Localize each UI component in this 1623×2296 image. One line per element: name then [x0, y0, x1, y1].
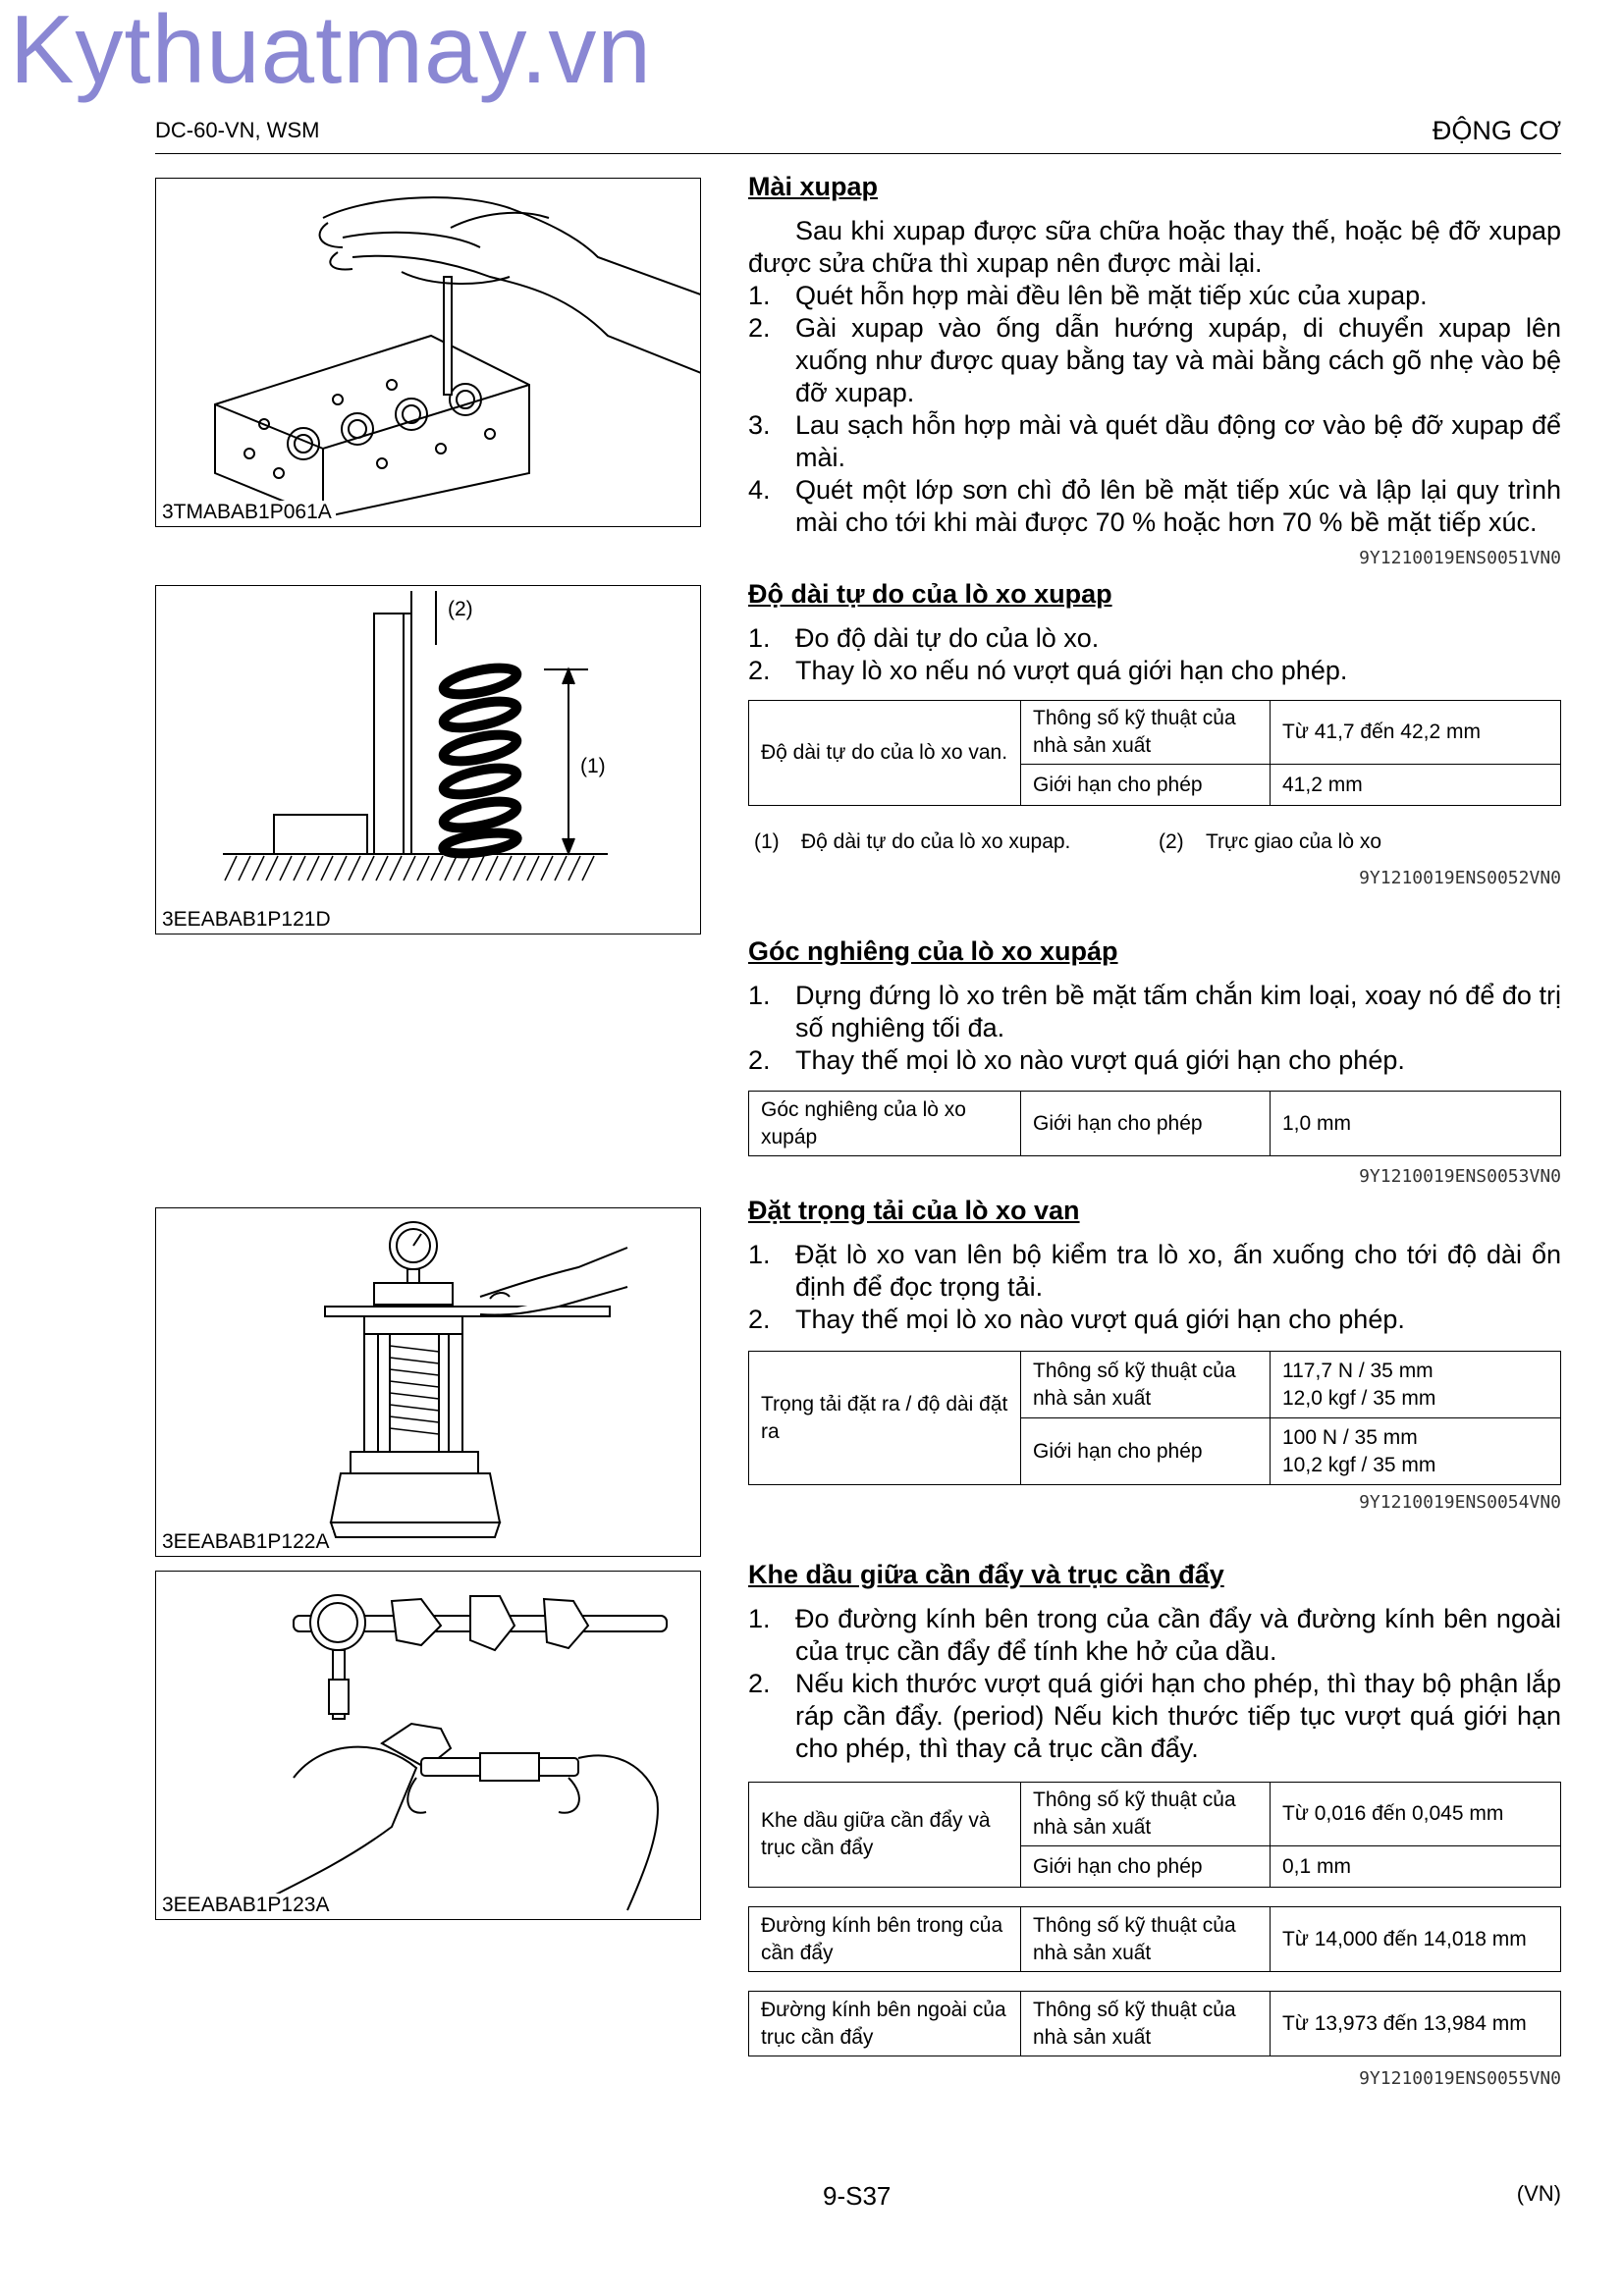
spec-item: Góc nghiêng của lò xo xupáp	[749, 1092, 1021, 1156]
steps-list-spring-squareness	[748, 980, 1561, 1077]
spec-table-squareness	[748, 1091, 1561, 1156]
spec-value-line: 12,0 kgf / 35 mm	[1282, 1386, 1436, 1410]
spec-table-free-length	[748, 700, 1561, 806]
steps-list-rocker-arm-clearance	[748, 1603, 1561, 1765]
limit-label: Giới hạn cho phép	[1021, 1846, 1271, 1888]
note-1-text: Độ dài tự do của lò xo xupap.	[801, 830, 1071, 853]
section-title-rocker-arm-clearance: Khe dầu giữa cần đẩy và trục cần đẩy	[748, 1560, 1224, 1589]
step-item: 2. Thay thế mọi lò xo nào vượt quá giới hạn cho phép.	[748, 1045, 1405, 1075]
reference-code: 9Y1210019ENS0053VN0	[1359, 1166, 1561, 1187]
spec-item: Trọng tải đặt ra / độ dài đặt ra	[749, 1352, 1021, 1485]
spec-table-rocker-shaft-od	[748, 1991, 1561, 2056]
step-item: 1. Dựng đứng lò xo trên bề mặt tấm chắn kim loại, xoay nó để đo trị số nghiêng tối đa.	[748, 981, 1561, 1042]
steps-list-spring-free-length	[748, 622, 1561, 687]
spec-label: Thông số kỹ thuật của nhà sản xuất	[1021, 1783, 1271, 1846]
note-2-text: Trực giao của lò xo	[1206, 830, 1382, 853]
section-title-valve-lapping: Mài xupap	[748, 172, 879, 201]
spec-label: Thông số kỹ thuật của nhà sản xuất	[1021, 1907, 1271, 1972]
spec-label: Thông số kỹ thuật của nhà sản xuất	[1021, 1992, 1271, 2056]
label-1: (1)	[580, 755, 606, 777]
label-2: (2)	[448, 598, 473, 620]
reference-code: 9Y1210019ENS0055VN0	[1359, 2068, 1561, 2089]
limit-value-line: 10,2 kgf / 35 mm	[1282, 1453, 1436, 1476]
spec-item: Khe dầu giữa cần đẩy và trục cần đẩy	[749, 1783, 1021, 1888]
valve-lapping-illustration	[156, 179, 700, 526]
header-left: DC-60-VN, WSM	[155, 118, 320, 142]
note-1-number: (1)	[754, 830, 780, 853]
step-item: 3. Lau sạch hỗn hợp mài và quét dầu động cơ vào bệ đỡ xupap để mài.	[748, 410, 1561, 472]
step-item: 2. Thay thế mọi lò xo nào vượt quá giới hạn cho phép.	[748, 1305, 1405, 1334]
watermark: Kythuatmay.vn	[10, 0, 652, 103]
step-item: 2. Gài xupap vào ống dẫn hướng xupáp, di chuyển xupap lên xuống như được quay bằng tay và mài bằng cách gõ nhẹ vào bệ đỡ xupap.	[748, 313, 1561, 407]
figure-caption: 3EEABAB1P122A	[162, 1530, 333, 1554]
figure-rocker-arm-measurement	[155, 1571, 701, 1920]
header-rule	[155, 153, 1561, 154]
spec-table-setting-load	[748, 1351, 1561, 1485]
step-item: 1. Đo đường kính bên trong của cần đẩy và đường kính bên ngoài của trục cần đẩy để tính khe hở của dầu.	[748, 1604, 1561, 1666]
spec-value-line: 117,7 N / 35 mm	[1282, 1359, 1434, 1382]
step-item: 4. Quét một lớp sơn chì đỏ lên bề mặt tiếp xúc và lập lại quy trình mài cho tới khi mài được 70 % hoặc hơn 70 % bề mặt tiếp xúc.	[748, 475, 1561, 537]
section-title-spring-free-length: Độ dài tự do của lò xo xupap	[748, 579, 1112, 609]
spec-item: Đường kính bên ngoài của trục cần đẩy	[749, 1992, 1021, 2056]
spec-item: Độ dài tự do của lò xo van.	[749, 701, 1021, 806]
steps-list-spring-setting-load	[748, 1239, 1561, 1336]
spec-table-oil-clearance	[748, 1782, 1561, 1888]
reference-code: 9Y1210019ENS0052VN0	[1359, 868, 1561, 888]
limit-value	[1271, 1418, 1561, 1485]
reference-code: 9Y1210019ENS0054VN0	[1359, 1492, 1561, 1513]
figure-spring-free-length	[155, 585, 701, 934]
figure-caption: 3EEABAB1P121D	[162, 908, 335, 932]
spec-item: Đường kính bên trong của cần đẩy	[749, 1907, 1021, 1972]
step-item: 2. Nếu kich thước vượt quá giới hạn cho phép, thì thay bộ phận lắp ráp cần đẩy. (period) Nếu kich thước tiếp tục vượt quá giới hạn cho phép, thì thay cả trục cần đẩy.	[748, 1669, 1561, 1763]
spec-label: Thông số kỹ thuật của nhà sản xuất	[1021, 701, 1271, 765]
rocker-arm-illustration	[156, 1572, 700, 1919]
limit-value: 41,2 mm	[1271, 765, 1561, 806]
figure-valve-lapping	[155, 178, 701, 527]
figure-caption: 3TMABAB1P061A	[162, 501, 336, 524]
section-intro: Sau khi xupap được sữa chữa hoặc thay thế, hoặc bệ đỡ xupap được sửa chữa thì xupap nên được mài lại.	[748, 216, 1561, 278]
spec-value: Từ 14,000 đến 14,018 mm	[1271, 1907, 1561, 1972]
section-title-spring-squareness: Góc nghiêng của lò xo xupáp	[748, 936, 1118, 966]
limit-label: Giới hạn cho phép	[1021, 765, 1271, 806]
spec-value	[1271, 1352, 1561, 1418]
step-item: 1. Đo độ dài tự do của lò xo.	[748, 623, 1100, 653]
step-item: 1. Đặt lò xo van lên bộ kiểm tra lò xo, ấn xuống cho tới độ dài ổn định để đọc trọng tải.	[748, 1240, 1561, 1302]
language-tag: (VN)	[1516, 2181, 1561, 2206]
limit-value-line: 100 N / 35 mm	[1282, 1425, 1418, 1449]
spec-label: Thông số kỹ thuật của nhà sản xuất	[1021, 1352, 1271, 1418]
reference-code: 9Y1210019ENS0051VN0	[1359, 548, 1561, 568]
spec-value: Từ 13,973 đến 13,984 mm	[1271, 1992, 1561, 2056]
page-number: 9-S37	[823, 2181, 892, 2211]
spring-tester-illustration	[156, 1208, 700, 1556]
limit-label: Giới hạn cho phép	[1021, 1418, 1271, 1485]
spec-value: Từ 0,016 đến 0,045 mm	[1271, 1783, 1561, 1846]
step-item: 1. Quét hỗn hợp mài đều lên bề mặt tiếp xúc của xupap.	[748, 281, 1428, 310]
step-item: 2. Thay lò xo nếu nó vượt quá giới hạn cho phép.	[748, 656, 1348, 685]
header-right: ĐỘNG CƠ	[1432, 116, 1561, 145]
limit-value: 0,1 mm	[1271, 1846, 1561, 1888]
spec-value: Từ 41,7 đến 42,2 mm	[1271, 701, 1561, 765]
figure-caption: 3EEABAB1P123A	[162, 1894, 333, 1917]
limit-label: Giới hạn cho phép	[1021, 1092, 1271, 1156]
spec-table-rocker-arm-id	[748, 1906, 1561, 1972]
limit-value: 1,0 mm	[1271, 1092, 1561, 1156]
steps-list-valve-lapping	[748, 280, 1561, 539]
note-2-number: (2)	[1159, 830, 1184, 853]
figure-spring-tester	[155, 1207, 701, 1557]
spring-free-length-illustration	[156, 586, 700, 934]
section-title-spring-setting-load: Đặt trọng tải của lò xo van	[748, 1196, 1080, 1225]
